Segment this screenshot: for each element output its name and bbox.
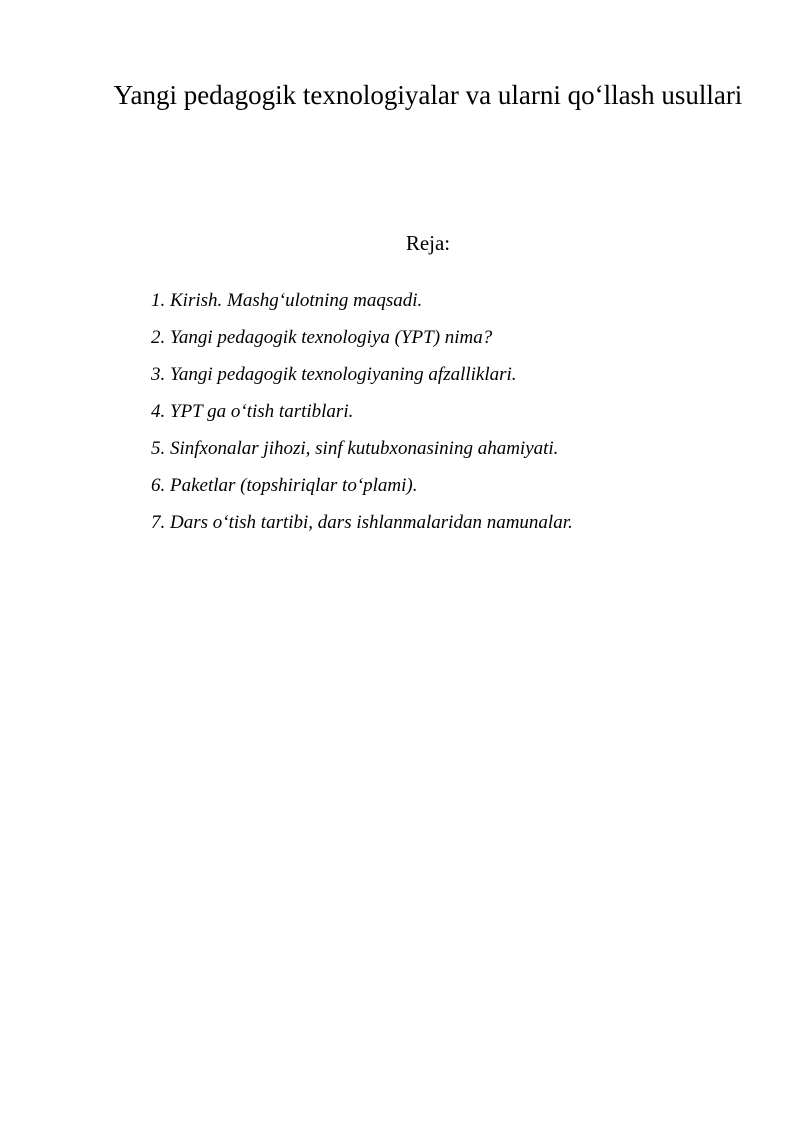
plan-heading: Reja:	[405, 231, 451, 255]
plan-item: 2. Yangi pedagogik texnologiya (YPT) nima?	[151, 327, 493, 348]
plan-list	[151, 288, 573, 547]
document-title: Yangi pedagogik texnologiyalar va ularni qo‘llash usullari	[113, 80, 743, 110]
plan-item: 5. Sinfxonalar jihozi, sinf kutubxonasining ahamiyati.	[151, 438, 559, 459]
plan-item: 7. Dars o‘tish tartibi, dars ishlanmalaridan namunalar.	[151, 512, 573, 533]
plan-item: 4. YPT ga o‘tish tartiblari.	[151, 401, 354, 422]
plan-item: 3. Yangi pedagogik texnologiyaning afzalliklari.	[151, 364, 517, 385]
plan-item: 6. Paketlar (topshiriqlar to‘plami).	[151, 475, 418, 496]
plan-item: 1. Kirish. Mashg‘ulotning maqsadi.	[151, 290, 423, 311]
